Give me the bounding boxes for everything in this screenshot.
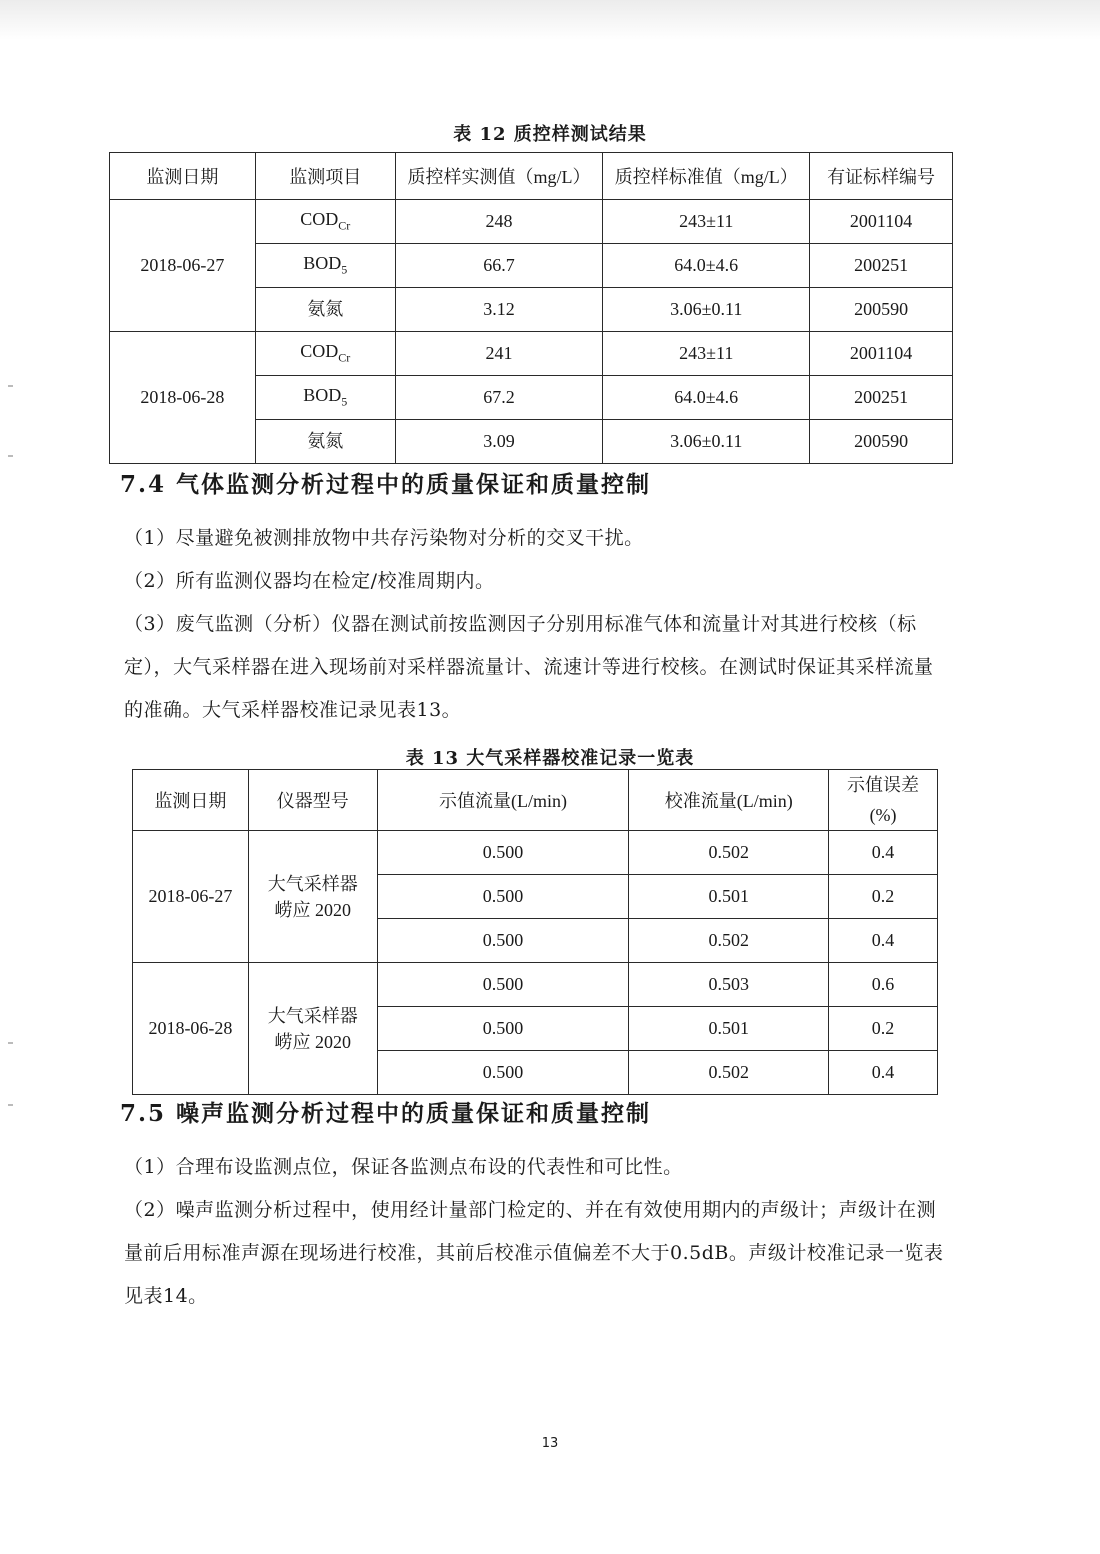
- instrument-name: 大气采样器: [267, 1005, 358, 1026]
- standard-cell: 64.0±4.6: [603, 376, 810, 420]
- item-subscript: 5: [341, 394, 348, 409]
- calibrated-flow-cell: 0.502: [629, 1051, 829, 1095]
- table13-date-cell: 2018-06-27: [133, 831, 249, 963]
- table12: [109, 152, 953, 464]
- item-name: 氨氮: [307, 431, 344, 452]
- table12-header-row: [110, 153, 953, 200]
- scan-mark: [8, 1042, 13, 1044]
- table12-header: 监测日期: [110, 153, 256, 200]
- calibrated-flow-cell: 0.502: [629, 831, 829, 875]
- indicated-flow-cell: 0.500: [377, 1007, 629, 1051]
- item-name: COD: [300, 341, 339, 362]
- measured-cell: 3.12: [395, 288, 603, 332]
- error-cell: 0.4: [829, 831, 938, 875]
- table-row: [110, 200, 953, 244]
- table12-item-cell: [255, 244, 395, 288]
- scan-mark: [8, 385, 13, 387]
- table13-caption: 表 13 大气采样器校准记录一览表: [405, 748, 695, 769]
- calibrated-flow-cell: 0.502: [629, 919, 829, 963]
- table-row: [133, 831, 938, 875]
- instrument-cell: [248, 963, 377, 1095]
- cert-no-cell: 200251: [810, 376, 953, 420]
- standard-cell: 243±11: [603, 200, 810, 244]
- item-name: BOD: [303, 385, 342, 406]
- error-cell: 0.4: [829, 919, 938, 963]
- calibrated-flow-cell: 0.503: [629, 963, 829, 1007]
- cert-no-cell: 200590: [810, 420, 953, 464]
- indicated-flow-cell: 0.500: [377, 1051, 629, 1095]
- calibrated-flow-cell: 0.501: [629, 875, 829, 919]
- table13-header: 校准流量(L/min): [629, 770, 829, 831]
- table12-header: 监测项目: [255, 153, 395, 200]
- table12-date-cell: 2018-06-28: [110, 332, 256, 464]
- table-row: [110, 332, 953, 376]
- table12-header: 质控样标准值（mg/L）: [603, 153, 810, 200]
- indicated-flow-cell: 0.500: [377, 875, 629, 919]
- item-name: BOD: [303, 253, 342, 274]
- error-header-label: 示值误差: [847, 775, 920, 795]
- error-cell: 0.6: [829, 963, 938, 1007]
- paragraph: （3）废气监测（分析）仪器在测试前按监测因子分别用标准气体和流量计对其进行校核（标定），大气采样器在进入现场前对采样器流量计、流速计等进行校核。在测试时保证其采样流量的准确。大气采样器校准记录见表13。: [124, 613, 934, 721]
- table12-item-cell: [255, 376, 395, 420]
- instrument-model: 崂应 2020: [274, 899, 352, 920]
- paragraph: （2）噪声监测分析过程中，使用经计量部门检定的、并在有效使用期内的声级计；声级计在测量前后用标准声源在现场进行校准，其前后校准示值偏差不大于0.5dB。声级计校准记录一览表见表14。: [124, 1199, 944, 1307]
- table-row: [133, 963, 938, 1007]
- table13-header: 监测日期: [133, 770, 249, 831]
- table13-date-cell: 2018-06-28: [133, 963, 249, 1095]
- table12-item-cell: [255, 288, 395, 332]
- table12-item-cell: [255, 332, 395, 376]
- cert-no-cell: 2001104: [810, 200, 953, 244]
- section-7-4-heading: 7.4 气体监测分析过程中的质量保证和质量控制: [120, 471, 652, 498]
- table13-header: 示值流量(L/min): [377, 770, 629, 831]
- scan-mark: [8, 455, 13, 457]
- table13-header-row: [133, 770, 938, 831]
- standard-cell: 3.06±0.11: [603, 420, 810, 464]
- table12-item-cell: [255, 200, 395, 244]
- item-subscript: Cr: [338, 350, 351, 365]
- standard-cell: 243±11: [603, 332, 810, 376]
- standard-cell: 3.06±0.11: [603, 288, 810, 332]
- section-7-5-body: [124, 1146, 944, 1318]
- table12-header: 质控样实测值（mg/L）: [395, 153, 603, 200]
- cert-no-cell: 200590: [810, 288, 953, 332]
- table13-header: [829, 770, 938, 831]
- measured-cell: 66.7: [395, 244, 603, 288]
- measured-cell: 67.2: [395, 376, 603, 420]
- section-7-5-heading: 7.5 噪声监测分析过程中的质量保证和质量控制: [120, 1100, 652, 1127]
- error-cell: 0.2: [829, 875, 938, 919]
- calibrated-flow-cell: 0.501: [629, 1007, 829, 1051]
- table12-date-cell: 2018-06-27: [110, 200, 256, 332]
- error-cell: 0.4: [829, 1051, 938, 1095]
- indicated-flow-cell: 0.500: [377, 963, 629, 1007]
- indicated-flow-cell: 0.500: [377, 831, 629, 875]
- item-subscript: 5: [341, 262, 348, 277]
- indicated-flow-cell: 0.500: [377, 919, 629, 963]
- instrument-model: 崂应 2020: [274, 1031, 352, 1052]
- error-cell: 0.2: [829, 1007, 938, 1051]
- scan-shade: [0, 0, 1100, 40]
- item-subscript: Cr: [338, 218, 351, 233]
- paragraph: （2）所有监测仪器均在检定/校准周期内。: [124, 570, 495, 592]
- cert-no-cell: 2001104: [810, 332, 953, 376]
- standard-cell: 64.0±4.6: [603, 244, 810, 288]
- cert-no-cell: 200251: [810, 244, 953, 288]
- table12-caption: 表 12 质控样测试结果: [453, 124, 647, 145]
- item-name: COD: [300, 209, 339, 230]
- section-7-4-body: [124, 517, 944, 732]
- measured-cell: 248: [395, 200, 603, 244]
- item-name: 氨氮: [307, 299, 344, 320]
- instrument-cell: [248, 831, 377, 963]
- measured-cell: 3.09: [395, 420, 603, 464]
- table13: [132, 769, 938, 1095]
- table12-header: 有证标样编号: [810, 153, 953, 200]
- table12-item-cell: [255, 420, 395, 464]
- paragraph: （1）合理布设监测点位，保证各监测点布设的代表性和可比性。: [124, 1156, 683, 1178]
- measured-cell: 241: [395, 332, 603, 376]
- error-header-unit: (%): [869, 805, 897, 825]
- instrument-name: 大气采样器: [267, 873, 358, 894]
- paragraph: （1）尽量避免被测排放物中共存污染物对分析的交叉干扰。: [124, 527, 644, 549]
- scan-mark: [8, 1104, 13, 1106]
- page-number: 13: [541, 1436, 559, 1451]
- table13-header: 仪器型号: [248, 770, 377, 831]
